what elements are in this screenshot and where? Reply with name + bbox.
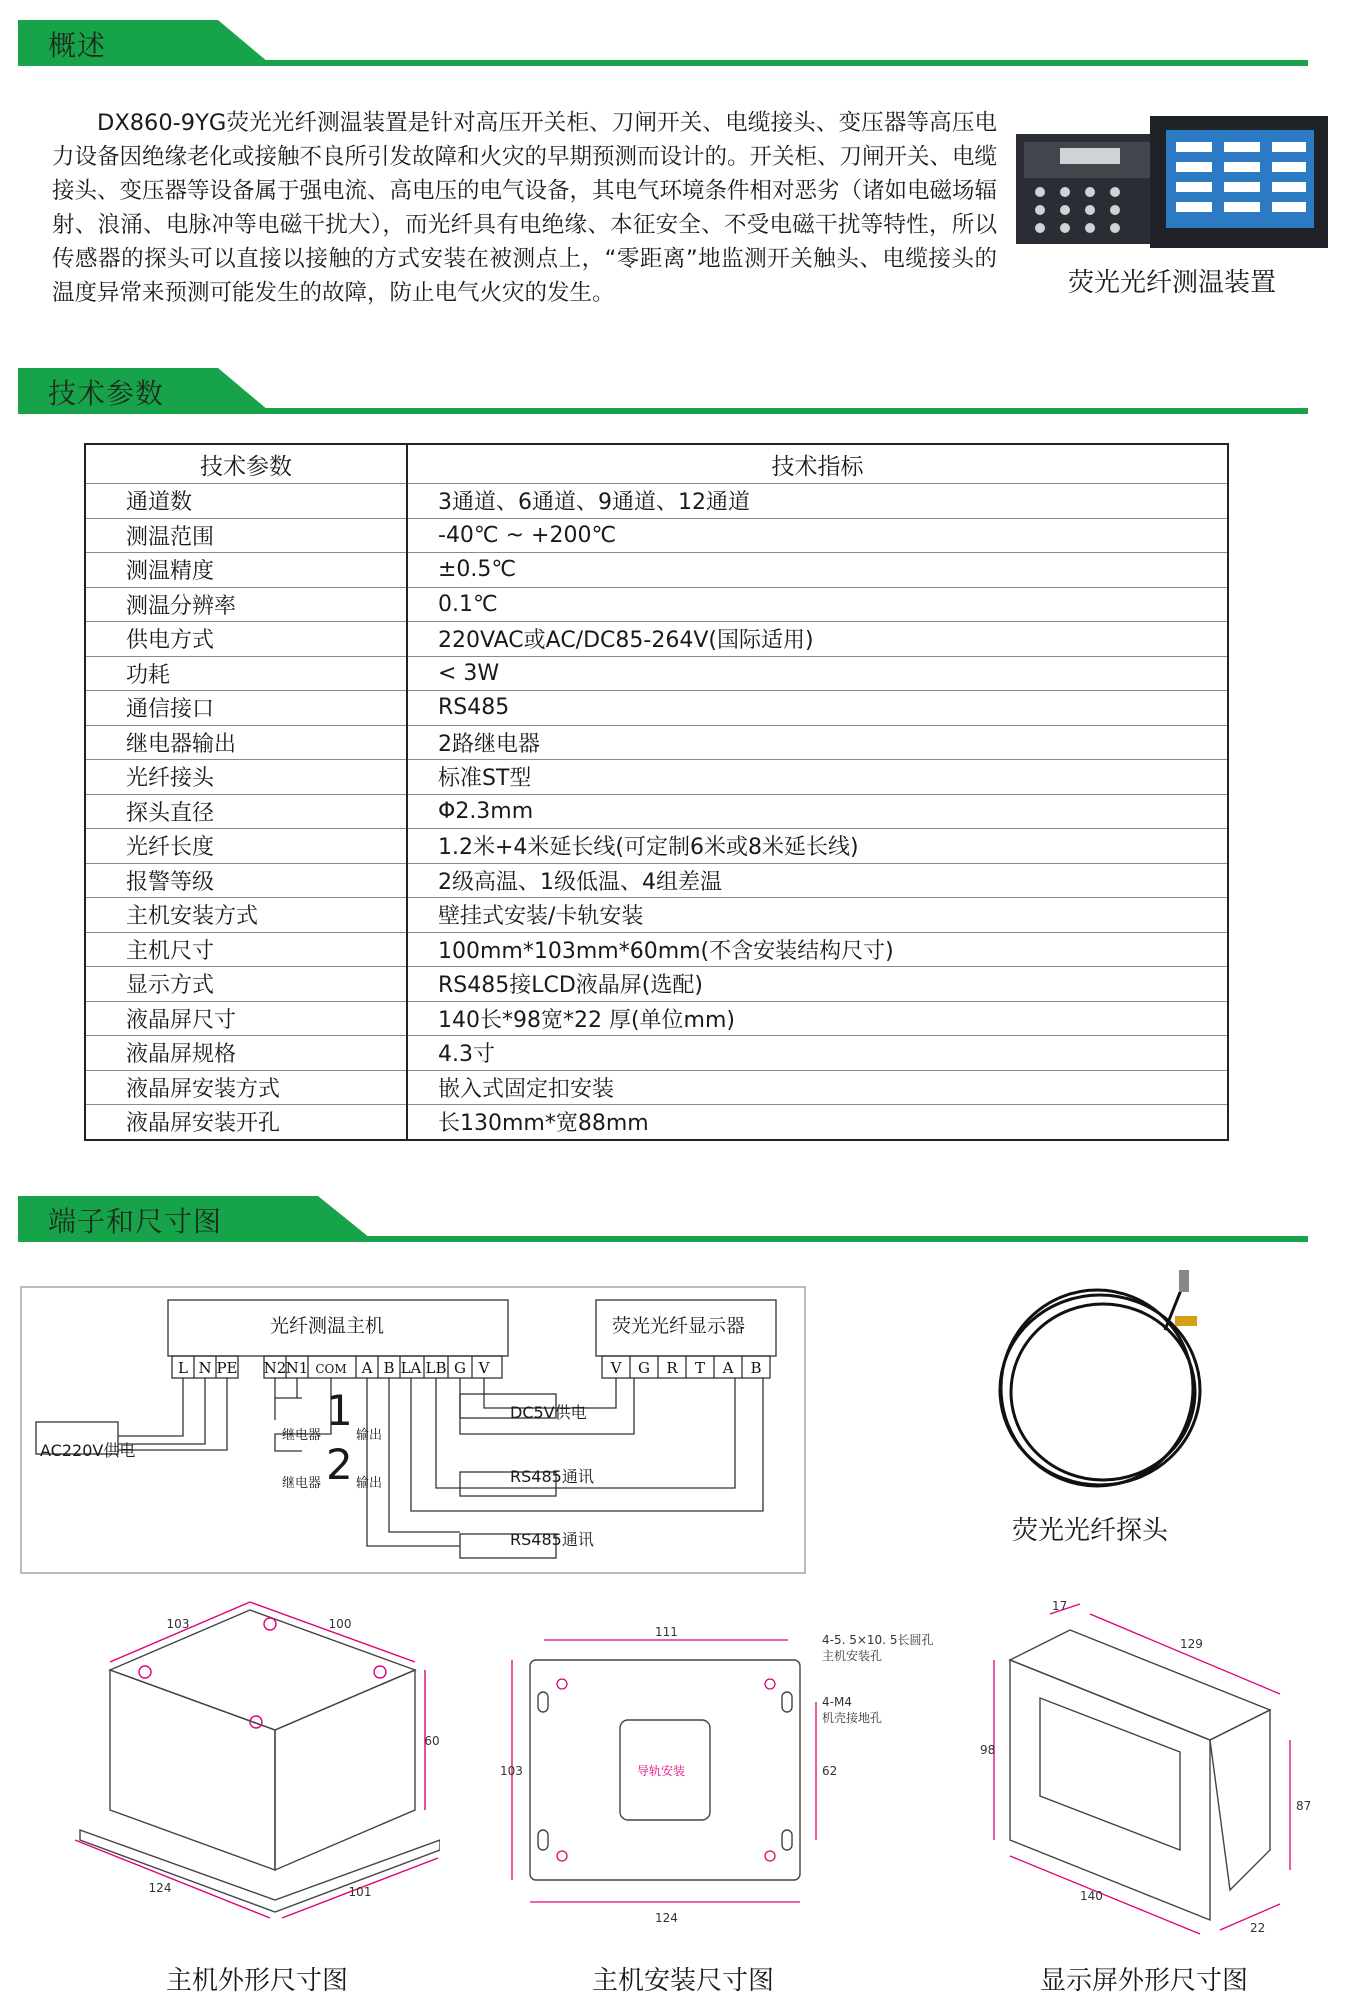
param-value: < 3W [407,656,1228,691]
display-terminal-t: T [694,1359,706,1377]
section-header-overview [18,20,1308,66]
caption-host-mount: 主机安装尺寸图 [592,1966,775,1996]
table-row [85,587,1228,622]
display-terminal-r: R [666,1359,678,1377]
table-row [85,829,1228,864]
rs485-label-1: RS485通讯 [510,1467,594,1486]
table-row [85,1070,1228,1105]
host-mount-drawing [490,1610,960,1940]
relay-label-2: 继电器 [282,1476,322,1491]
params-table [84,443,1229,1141]
dim-disp-e: 140 [1080,1889,1103,1903]
param-value: -40℃ ~ +200℃ [407,518,1228,553]
display-terminal-b: B [750,1359,762,1377]
section-title: 技术参数 [48,377,165,410]
host-title: 光纤测温主机 [270,1315,385,1337]
dim-mount-top: 111 [655,1625,678,1639]
rs485-label-2: RS485通讯 [510,1530,594,1549]
host-terminal-l: L [178,1359,188,1377]
display-terminal-a: A [722,1359,734,1377]
param-value: 嵌入式固定扣安装 [407,1070,1228,1105]
relay-num-1: 1 [326,1386,353,1435]
host-terminal-lb: LB [425,1359,447,1377]
section-header-terminals [18,1196,1308,1242]
section-title: 概述 [48,29,107,62]
param-value: 1.2米+4米延长线(可定制6米或8米延长线) [407,829,1228,864]
param-key: 供电方式 [85,622,407,657]
host-terminal-n1: N1 [285,1359,309,1377]
param-value: 4.3寸 [407,1036,1228,1071]
dim-mount-left: 103 [500,1764,523,1778]
relay-num-2: 2 [326,1440,353,1489]
table-row [85,691,1228,726]
power-label: AC220V供电 [40,1441,136,1460]
param-value: 3通道、6通道、9通道、12通道 [407,484,1228,519]
host-terminal-n: N [198,1359,212,1377]
param-key: 液晶屏尺寸 [85,1001,407,1036]
param-value: 140长*98宽*22 厚(单位mm) [407,1001,1228,1036]
table-row [85,725,1228,760]
param-value: 长130mm*宽88mm [407,1105,1228,1140]
param-key: 通道数 [85,484,407,519]
mount-center-label: 导轨安装 [637,1764,686,1778]
table-header-row [85,444,1228,484]
display-terminal-g: G [638,1359,650,1377]
table-row [85,622,1228,657]
param-key: 功耗 [85,656,407,691]
device-photo [1010,112,1330,252]
host-terminal-v: V [478,1359,490,1377]
table-row [85,967,1228,1002]
caption-display-outline: 显示屏外形尺寸图 [1040,1966,1249,1996]
dim-host-e: 101 [348,1885,372,1899]
table-row [85,656,1228,691]
table-row [85,794,1228,829]
header-value: 技术指标 [407,444,1228,484]
dim-disp-d: 87 [1296,1799,1312,1813]
param-key: 显示方式 [85,967,407,1002]
param-value: RS485 [407,691,1228,726]
param-key: 探头直径 [85,794,407,829]
param-key: 测温范围 [85,518,407,553]
host-terminal-n2: N2 [263,1359,287,1377]
mount-note-2: 4-M4 [822,1695,852,1709]
section-header-params [18,368,1308,414]
table-row [85,863,1228,898]
dim-mount-bottom: 124 [655,1911,678,1925]
dim-disp-b: 129 [1180,1637,1203,1651]
table-row [85,484,1228,519]
host-terminal-g: G [454,1359,466,1377]
display-title: 荧光光纤显示器 [612,1315,746,1337]
host-terminal-a: A [361,1359,373,1377]
caption-host-outline: 主机外形尺寸图 [166,1966,349,1996]
host-terminal-com: COM [315,1362,347,1376]
table-row [85,1105,1228,1140]
param-key: 光纤长度 [85,829,407,864]
param-value: 0.1℃ [407,587,1228,622]
probe-caption: 荧光光纤探头 [1012,1516,1169,1546]
mount-note-1b: 主机安装孔 [822,1649,883,1663]
output-label-2: 输出 [356,1476,383,1491]
param-key: 液晶屏安装方式 [85,1070,407,1105]
dim-host-a: 103 [166,1617,190,1631]
param-value: 壁挂式安装/卡轨安装 [407,898,1228,933]
host-terminal-b: B [383,1359,395,1377]
param-key: 液晶屏安装开孔 [85,1105,407,1140]
param-value: Φ2.3mm [407,794,1228,829]
table-row [85,932,1228,967]
param-key: 主机安装方式 [85,898,407,933]
host-terminal-la: LA [400,1359,422,1377]
table-row [85,760,1228,795]
param-value: 标准ST型 [407,760,1228,795]
table-row [85,1001,1228,1036]
section-title: 端子和尺寸图 [48,1205,223,1238]
table-row [85,898,1228,933]
param-key: 通信接口 [85,691,407,726]
dc-label: DC5V供电 [510,1403,587,1422]
param-value: 2级高温、1级低温、4组差温 [407,863,1228,898]
param-value: RS485接LCD液晶屏(选配) [407,967,1228,1002]
param-value: 220VAC或AC/DC85-264V(国际适用) [407,622,1228,657]
dim-host-c: 60 [424,1734,440,1748]
table-row [85,518,1228,553]
dim-disp-c: 98 [980,1743,996,1757]
table-row [85,553,1228,588]
display-outline-drawing [980,1600,1320,1940]
param-key: 报警等级 [85,863,407,898]
mount-note-1: 4-5. 5×10. 5长圆孔 [822,1633,934,1647]
param-key: 继电器输出 [85,725,407,760]
param-key: 主机尺寸 [85,932,407,967]
host-terminal-pe: PE [216,1359,238,1377]
dim-host-d: 124 [148,1881,172,1895]
output-label-1: 输出 [356,1428,383,1443]
param-key: 测温精度 [85,553,407,588]
param-key: 测温分辨率 [85,587,407,622]
device-caption: 荧光光纤测温装置 [1068,268,1277,298]
param-key: 液晶屏规格 [85,1036,407,1071]
table-row [85,1036,1228,1071]
display-terminal-v: V [610,1359,622,1377]
param-value: 2路继电器 [407,725,1228,760]
mount-note-2b: 机壳接地孔 [822,1711,883,1725]
relay-label-1: 继电器 [282,1428,322,1443]
dim-host-b: 100 [328,1617,352,1631]
param-value: 100mm*103mm*60mm(不含安装结构尺寸) [407,932,1228,967]
probe-image [985,1270,1235,1502]
host-outline-drawing [60,1600,440,1940]
header-key: 技术参数 [85,444,407,484]
param-value: ±0.5℃ [407,553,1228,588]
dim-disp-f: 22 [1250,1921,1266,1935]
param-key: 光纤接头 [85,760,407,795]
dim-disp-a: 17 [1052,1600,1068,1613]
intro-paragraph: DX860-9YG荧光光纤测温装置是针对高压开关柜、刀闸开关、电缆接头、变压器等高压电力设备因绝缘老化或接触不良所引发故障和火灾的早期预测而设计的。开关柜、刀闸开关、电缆接头、变压器等设备属于强电流、高电压的电气设备，其电气环境条件相对恶劣（诸如电磁场辐射、浪涌、电脉冲等电磁干扰大），而光纤具有电绝缘、本征安全、不受电磁干扰等特性，所以传感器的探头可以直接以接触的方式安装在被测点上，“零距离”地监测开关触头、电缆接头的温度异常来预测可能发生的故障，防止电气火灾的发生。 [52,110,998,306]
dim-mount-right: 62 [822,1764,838,1778]
